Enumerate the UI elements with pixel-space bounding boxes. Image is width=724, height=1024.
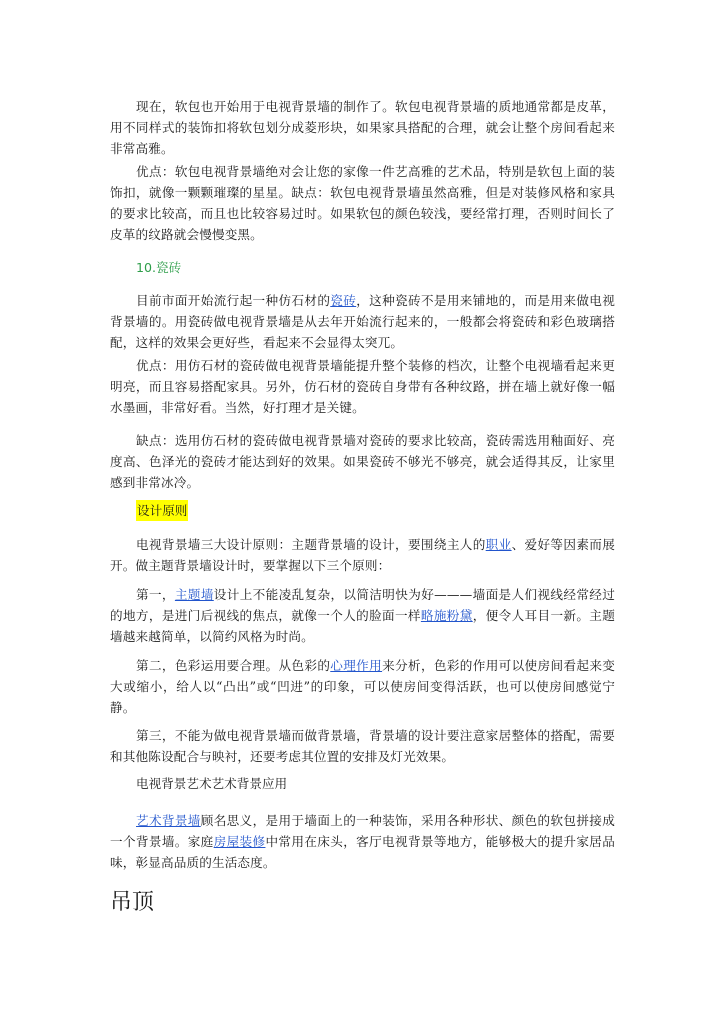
paragraph-principle-two [110,655,615,718]
section-heading-ceiling: 吊顶 [110,890,155,915]
text: 第一， [136,587,175,602]
link-home-decoration[interactable]: 房屋装修 [213,834,266,849]
link-tiles[interactable]: 瓷砖 [330,293,357,308]
text: 电视背景墙三大设计原则：主题背景墙的设计，要围绕主人的 [136,537,486,552]
link-light-makeup[interactable]: 略施粉黛 [420,608,473,623]
text: 设计上不能凌乱复杂，以简洁明快为好———墙面是人们视线经常经过的地方，是进门后视线的焦点，就像一个人的脸面一样 [110,587,615,623]
text: 中常用在床头，客厅电视背景等地方，能够极大的提升家居品味，彰显高品质的生活态度。 [110,834,616,870]
paragraph-design-intro [110,534,615,576]
paragraph-tiles-cons [110,430,615,493]
link-art-background-wall[interactable]: 艺术背景墙 [136,813,201,828]
link-theme-wall[interactable]: 主题墙 [174,587,214,602]
text: 顾名思义，是用于墙面上的一种装饰，采用各种形状、颜色的软包拼接成一个背景墙。家庭 [110,813,615,849]
link-psychological-effect[interactable]: 心理作用 [330,658,383,673]
paragraph-principle-one [110,584,615,647]
text: ，便令人耳目一新。主题墙越来越简单，以简约风格为时尚。 [110,608,615,644]
paragraph-soft-pack-intro [110,96,615,159]
paragraph-art-background [110,810,615,873]
link-profession[interactable]: 职业 [485,537,512,552]
section-heading-design-principles: 设计原则 [136,500,188,521]
text: 缺点：选用仿石材的瓷砖做电视背景墙对瓷砖的要求比较高，瓷砖需选用釉面好、亮度高、色泽光的瓷砖才能达到好的效果。如果瓷砖不够光不够亮，就会适得其反，让家里感到非常冰冷。 [110,433,615,490]
text: 来分析，色彩的作用可以使房间看起来变大或缩小，给人以“凸出”或“凹进”的印象，可以使房间变得活跃，也可以使房间感觉宁静。 [110,658,616,715]
text: 、爱好等因素而展开。做主题背景墙设计时，要掌握以下三个原则： [110,537,615,573]
paragraph-soft-pack-pros-cons [110,161,615,245]
text: ，这种瓷砖不是用来铺地的，而是用来做电视背景墙的。用瓷砖做电视背景墙是从去年开始流行起来的，一般都会将瓷砖和彩色玻璃搭配，这样的效果会更好些，看起来不会显得太突兀。 [110,293,616,350]
text: 现在，软包也开始用于电视背景墙的制作了。软包电视背景墙的质地通常都是皮革，用不同样式的装饰扣将软包划分成菱形块，如果家具搭配的合理，就会让整个房间看起来非常高雅。 [110,99,615,156]
text: 第二，色彩运用要合理。从色彩的 [136,658,331,673]
text: 优点：软包电视背景墙绝对会让您的家像一件艺高雅的艺术品，特别是软包上面的装饰扣，就像一颗颗璀璨的星星。缺点：软包电视背景墙虽然高雅，但是对装修风格和家具的要求比较高，而且也比较容易过时。如果软包的颜色较浅，要经常打理，否则时间长了皮革的纹路就会慢慢变黑。 [110,164,615,242]
paragraph-tiles-pros [110,355,615,418]
section-heading-tiles: 10.瓷砖 [136,260,182,275]
paragraph-tiles-intro [110,290,615,353]
text: 目前市面开始流行起一种仿石材的 [136,293,331,308]
paragraph-principle-three [110,725,615,767]
text: 优点：用仿石材的瓷砖做电视背景墙能提升整个装修的档次，让整个电视墙看起来更明亮，而且容易搭配家具。另外，仿石材的瓷砖自身带有各种纹路，拼在墙上就好像一幅水墨画，非常好看。当然，好打理才是关键。 [110,358,615,415]
section-heading-art-background: 电视背景艺术艺术背景应用 [136,776,288,791]
text: 第三，不能为做电视背景墙而做背景墙，背景墙的设计要注意家居整体的搭配，需要和其他陈设配合与映衬，还要考虑其位置的安排及灯光效果。 [110,728,615,764]
